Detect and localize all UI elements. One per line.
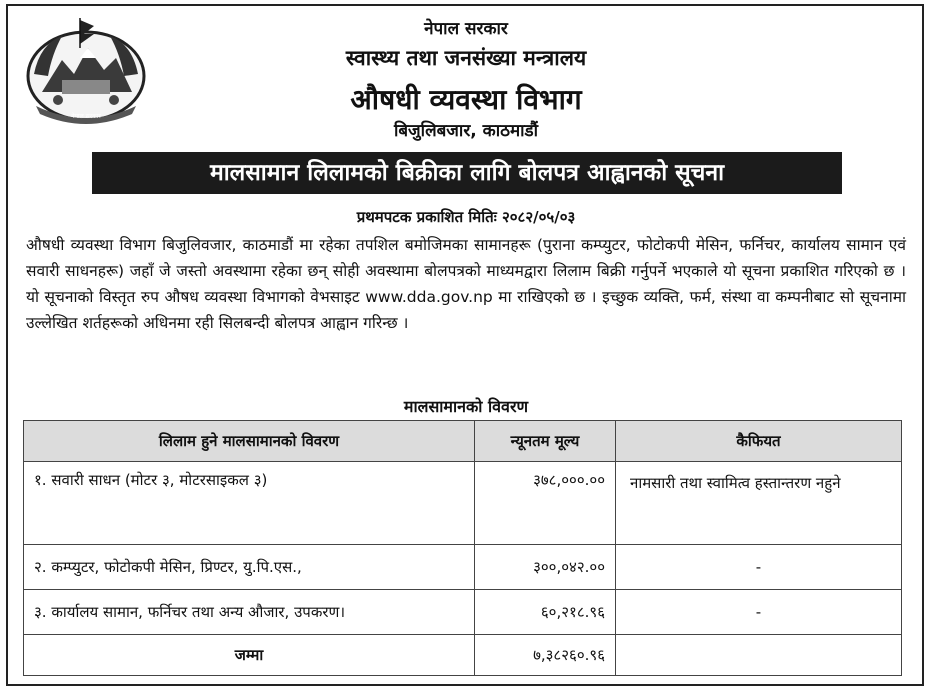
- notice-body: औषधी व्यवस्था विभाग बिजुलिवजार, काठमाडौं मा रहेका तपशिल बमोजिमका सामानहरू (पुराना कम्प्युटर, फोटोकपी मेसिन, फर्निचर, कार्यालय सामान एवं सवारी साधनहरू) जहाँ जे जस्तो अवस्थामा रहेका छन् सोही अवस्थामा बोलपत्रको माध्यमद्वारा लिलाम बिक्री गर्नुपर्ने भएकाले यो सूचना प्रकाशित गरिएको छ । यो सूचनाको विस्तृत रुप औषध व्यवस्था विभागको वेभसाइट www.dda.gov.np मा राखिएको छ । इच्छुक व्यक्ति, फर्म, संस्था वा कम्पनीबाट सो सूचनामा उल्लेखित शर्तहरूको अधिनमा रही सिलबन्दी बोलपत्र आह्वान गरिन्छ ।: [26, 236, 906, 332]
- items-table: [23, 420, 902, 676]
- column-header-price: न्यूनतम मूल्य: [475, 421, 616, 462]
- item-remark: -: [616, 545, 902, 590]
- item-description: ३. कार्यालय सामान, फर्निचर तथा अन्य औजार, उपकरण।: [24, 590, 475, 635]
- table-title: मालसामानको विवरण: [403, 397, 529, 416]
- total-value: ७,३८२६०.९६: [475, 635, 616, 676]
- publish-date: प्रथमपटक प्रकाशित मितिः २०८२/०५/०३: [356, 208, 576, 226]
- item-price: ३००,०४२.००: [475, 545, 616, 590]
- table-total-row: [24, 635, 902, 676]
- svg-text:नेपाल सरकार: नेपाल सरकार: [71, 113, 101, 120]
- item-remark: नामसारी तथा स्वामित्व हस्तान्तरण नहुने: [616, 462, 902, 545]
- department-name: औषधी व्यवस्था विभाग: [350, 83, 582, 116]
- item-price: ६०,२१८.९६: [475, 590, 616, 635]
- ministry-name: स्वास्थ्य तथा जनसंख्या मन्त्रालय: [345, 46, 587, 70]
- total-label: जम्मा: [24, 635, 475, 676]
- department-address: बिजुलिबजार, काठमाडौं: [393, 121, 539, 141]
- government-name: नेपाल सरकार: [424, 19, 508, 39]
- table-row: [24, 462, 902, 545]
- item-description: १. सवारी साधन (मोटर ३, मोटरसाइकल ३): [24, 462, 475, 545]
- notice-title: मालसामान लिलामको बिक्रीका लागि बोलपत्र आह्वानको सूचना: [92, 152, 842, 194]
- table-header-row: [24, 421, 902, 462]
- item-description: २. कम्प्युटर, फोटोकपी मेसिन, प्रिण्टर, यु.पि.एस.,: [24, 545, 475, 590]
- total-remark: [616, 635, 902, 676]
- item-remark: -: [616, 590, 902, 635]
- table-row: [24, 545, 902, 590]
- column-header-item: लिलाम हुने मालसामानको विवरण: [24, 421, 475, 462]
- column-header-remark: कैफियत: [616, 421, 902, 462]
- table-row: [24, 590, 902, 635]
- item-price: ३७८,०००.००: [475, 462, 616, 545]
